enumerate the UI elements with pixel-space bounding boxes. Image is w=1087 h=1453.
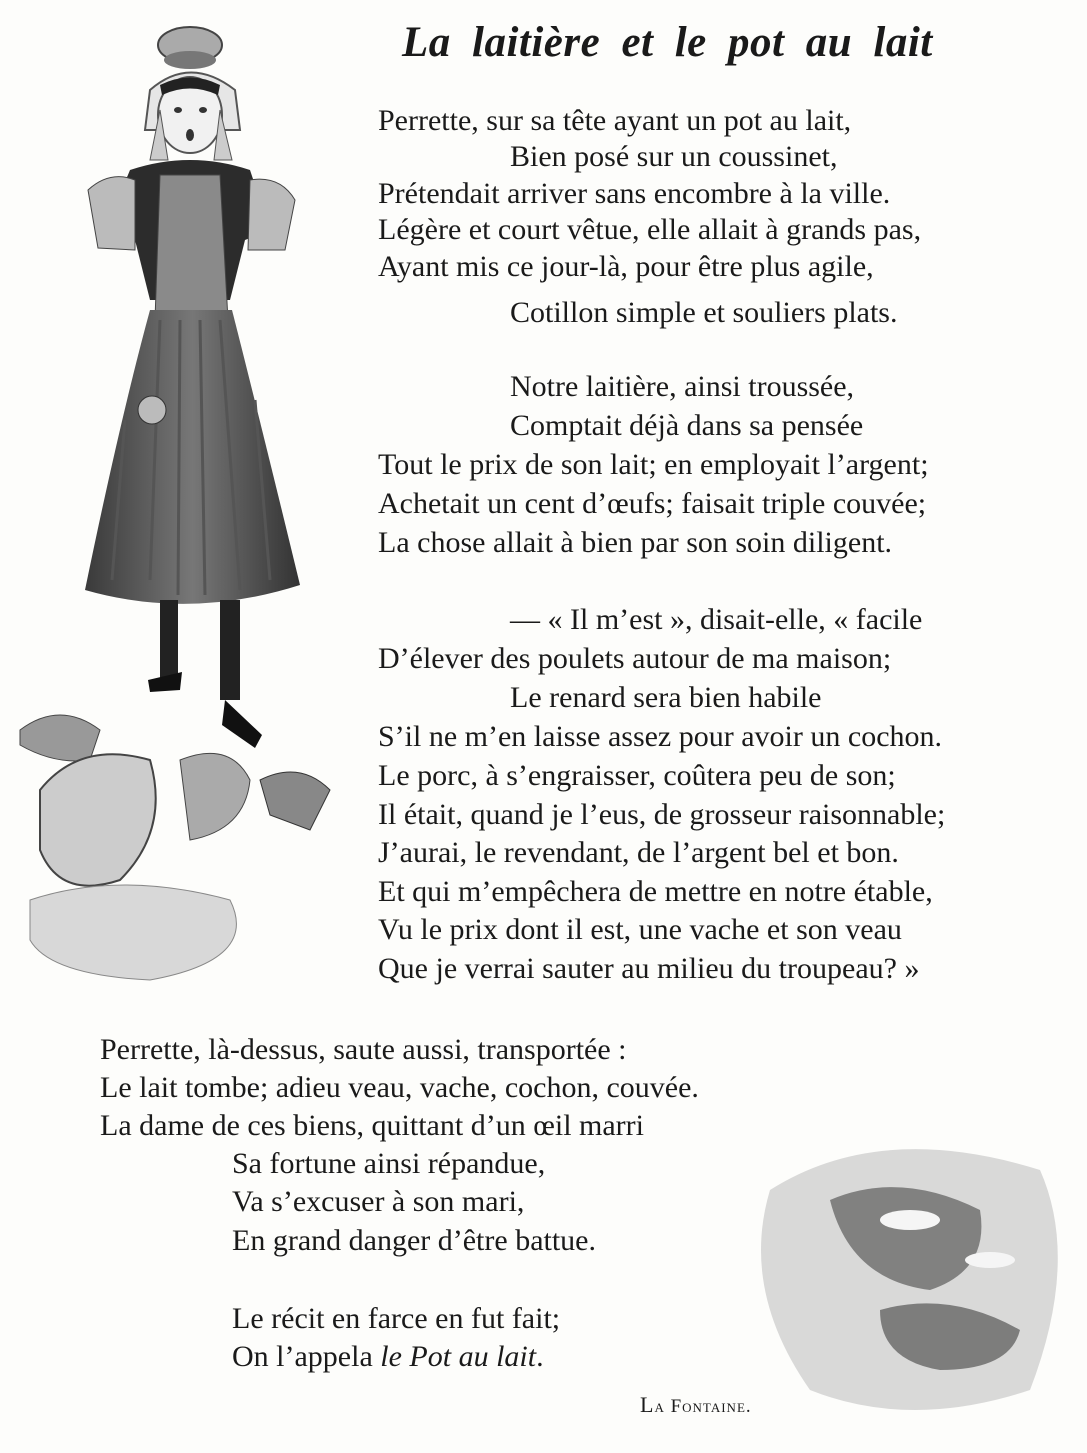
line-punctuation: . [536, 1340, 544, 1373]
poem-line [378, 759, 896, 793]
line-text: Cotillon simple et souliers plats. [510, 296, 898, 329]
author-signature: La Fontaine. [640, 1392, 752, 1417]
line-text: Et qui m’empêchera de mettre en notre étable, [378, 875, 933, 908]
line-text: Notre laitière, ainsi troussée, [510, 370, 855, 403]
line-text: La chose allait à bien par son soin diligent. [378, 526, 893, 559]
line-text: Le porc, à s’engraisser, coûtera peu de son; [378, 759, 896, 792]
poem-line [510, 681, 822, 715]
poem-line [232, 1340, 544, 1374]
line-text: J’aurai, le revendant, de l’argent bel et bon. [378, 836, 899, 869]
poem-line [378, 250, 874, 284]
milkmaid-illustration [0, 0, 380, 1000]
line-text: Que je verrai sauter au milieu du troupeau? » [378, 952, 920, 985]
line-text: Tout le prix de son lait; en employait l’argent; [378, 448, 929, 481]
poem-line [100, 1109, 644, 1143]
poem-line [378, 913, 902, 947]
poem-line [100, 1071, 699, 1105]
line-text: Bien posé sur un coussinet, [510, 140, 838, 173]
line-text: S’il ne m’en laisse assez pour avoir un cochon. [378, 720, 943, 753]
poem-line [378, 487, 926, 521]
line-text: La dame de ces biens, quittant d’un œil marri [100, 1109, 644, 1142]
line-text: Va s’excuser à son mari, [232, 1185, 525, 1218]
poem-line [378, 836, 899, 870]
poem-line [378, 448, 929, 482]
poem-line [378, 952, 919, 986]
line-text: Perrette, sur sa tête ayant un pot au lait, [378, 104, 852, 137]
poem-line [232, 1185, 524, 1219]
poem-line [378, 798, 945, 832]
line-text: Vu le prix dont il est, une vache et son veau [378, 913, 902, 946]
poem-line [378, 526, 892, 560]
italic-title-text: le Pot au lait [380, 1340, 537, 1373]
line-text: Sa fortune ainsi répandue, [232, 1147, 546, 1180]
line-text: Achetait un cent d’œufs; faisait triple couvée; [378, 487, 927, 520]
poem-line [378, 213, 921, 247]
line-text: — « Il m’est », disait-elle, « facile [510, 603, 923, 636]
line-text: Comptait déjà dans sa pensée [510, 409, 864, 442]
poem-line [510, 296, 897, 330]
poem-line [378, 642, 891, 676]
poem-line [510, 409, 863, 443]
poem-line [510, 603, 922, 637]
line-text: En grand danger d’être battue. [232, 1224, 596, 1257]
poem-line [232, 1224, 596, 1258]
spilled-milk-illustration [730, 1110, 1080, 1430]
line-text: Le lait tombe; adieu veau, vache, cochon, couvée. [100, 1071, 699, 1104]
poem-line [100, 1033, 627, 1067]
poem-line [510, 140, 837, 174]
poem-line [510, 370, 854, 404]
line-text: Prétendait arriver sans encombre à la ville. [378, 177, 891, 210]
poem-line [378, 875, 933, 909]
poem-line [232, 1147, 545, 1181]
line-text: Perrette, là-dessus, saute aussi, transportée : [100, 1033, 627, 1066]
line-text: Légère et court vêtue, elle allait à grands pas, [378, 213, 922, 246]
line-text: D’élever des poulets autour de ma maison; [378, 642, 892, 675]
poem-line [378, 720, 942, 754]
line-text: Il était, quand je l’eus, de grosseur raisonnable; [378, 798, 946, 831]
line-text: Le renard sera bien habile [510, 681, 822, 714]
poem-line [232, 1302, 560, 1336]
line-text: Ayant mis ce jour-là, pour être plus agile, [378, 250, 874, 283]
poem-title: La laitière et le pot au lait [402, 19, 933, 66]
poem-line [378, 104, 851, 138]
line-text: Le récit en farce en fut fait; [232, 1302, 561, 1335]
poem-line [378, 177, 890, 211]
line-text: On l’appela [232, 1340, 381, 1373]
